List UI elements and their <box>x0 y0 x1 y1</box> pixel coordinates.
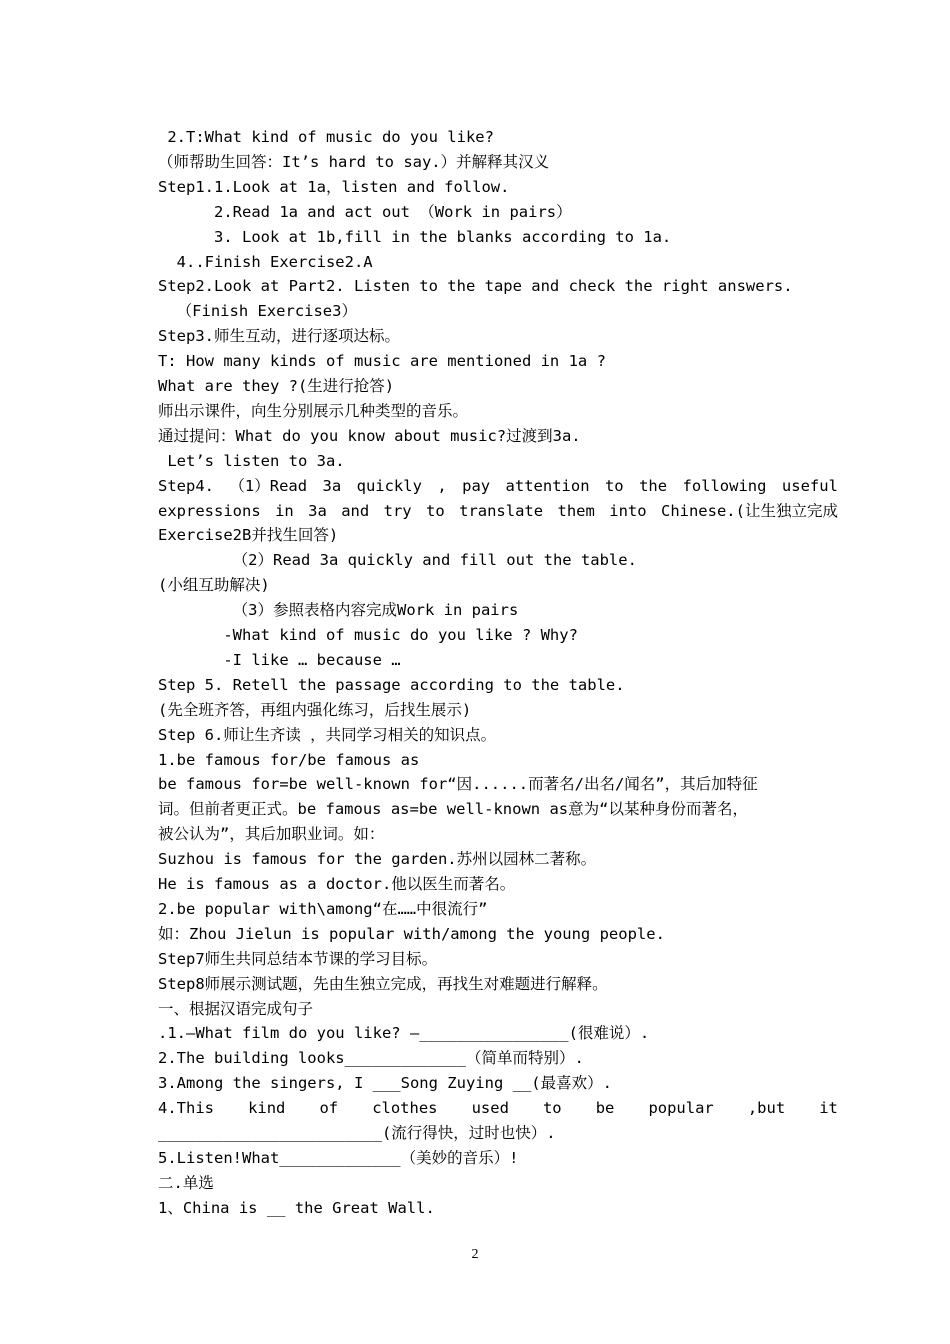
text-word: 4.This <box>158 1099 214 1117</box>
text-word: expressions <box>158 502 261 520</box>
text-line: ________________________(流行得快，过时也快）. <box>158 1124 556 1142</box>
text-word: Chinese.(让生独立完成 <box>660 502 838 520</box>
text-word: quickly <box>356 477 422 495</box>
text-line: 通过提问：What do you know about music?过渡到3a. <box>158 427 581 445</box>
text-word: 3a <box>308 502 327 520</box>
text-word: 3a <box>322 477 342 495</box>
text-line: (先全班齐答，再组内强化练习，后找生展示) <box>158 701 472 719</box>
text-line: 5.Listen!What_____________（美妙的音乐）! <box>158 1149 519 1167</box>
text-word: to <box>604 477 624 495</box>
text-line <box>158 501 838 521</box>
text-word: （1）Read <box>229 477 308 495</box>
text-line: 2.be popular with\among“在……中很流行” <box>158 900 488 918</box>
text-line: 师出示课件，向生分别展示几种类型的音乐。 <box>158 402 469 420</box>
text-line: Step 5. Retell the passage according to the table. <box>158 676 625 694</box>
text-line: 1.be famous for/be famous as <box>158 751 420 769</box>
text-word: and <box>341 502 370 520</box>
text-line: 如：Zhou Jielun is popular with/among the young people. <box>158 925 665 943</box>
text-word: in <box>275 502 294 520</box>
text-line: 1、China is __ the Great Wall. <box>158 1199 435 1217</box>
text-word: following <box>682 477 767 495</box>
text-line: （Finish Exercise3） <box>158 302 357 320</box>
text-line: 4..Finish Exercise2.A <box>158 253 373 271</box>
text-line: Step7师生共同总结本节课的学习目标。 <box>158 950 438 968</box>
text-word: attention <box>505 477 590 495</box>
text-line: 词。但前者更正式。be famous as=be well-known as意为“以某种身份而著名， <box>158 800 748 818</box>
text-word: to <box>542 1099 562 1117</box>
text-line: 3. Look at 1b,fill in the blanks according to 1a. <box>158 228 672 246</box>
text-word: it <box>819 1099 838 1117</box>
text-line: （2）Read 3a quickly and fill out the table. <box>158 551 637 569</box>
text-line: Suzhou is famous for the garden.苏州以园林二著称。 <box>158 850 597 868</box>
text-line: 2.The building looks_____________（简单而特别）. <box>158 1049 584 1067</box>
text-word: clothes <box>372 1099 438 1117</box>
text-line: be famous for=be well-known for“因......而著名/出名/闻名”，其后加特征 <box>158 775 758 793</box>
text-line: 二.单选 <box>158 1174 214 1192</box>
text-word: translate <box>459 502 544 520</box>
text-line: (小组互助解决) <box>158 576 270 594</box>
text-line: （3）参照表格内容完成Work in pairs <box>158 601 519 619</box>
text-word: , <box>437 477 447 495</box>
text-line: 一、根据汉语完成句子 <box>158 1000 314 1018</box>
text-line: Let’s listen to 3a. <box>158 452 345 470</box>
text-line: Step1.1.Look at 1a，listen and follow. <box>158 178 510 196</box>
text-line: -I like … because … <box>158 651 401 669</box>
text-word: ,but <box>747 1099 786 1117</box>
text-word: pay <box>462 477 491 495</box>
text-line: 2.Read 1a and act out （Work in pairs） <box>158 203 572 221</box>
text-word: to <box>426 502 445 520</box>
text-word: into <box>609 502 647 520</box>
text-line: T: How many kinds of music are mentioned in 1a ? <box>158 352 606 370</box>
text-word: used <box>471 1099 509 1117</box>
text-word: them <box>557 502 595 520</box>
text-word: the <box>639 477 668 495</box>
text-line: What are they ?(生进行抢答) <box>158 377 395 395</box>
text-line: .1.—What film do you like? —________________(很难说）. <box>158 1024 650 1042</box>
text-word: of <box>319 1099 339 1117</box>
text-word: be <box>595 1099 615 1117</box>
text-line: Exercise2B并找生回答) <box>158 526 339 544</box>
text-line: Step8师展示测试题，先由生独立完成，再找生对难题进行解释。 <box>158 975 608 993</box>
text-line: Step2.Look at Part2. Listen to the tape and check the right answers. <box>158 277 793 295</box>
text-word: useful <box>781 477 838 495</box>
text-line: 3.Among the singers, I ___Song Zuying __(最喜欢）. <box>158 1074 612 1092</box>
text-line: He is famous as a doctor.他以医生而著名。 <box>158 875 516 893</box>
text-line <box>158 476 838 496</box>
text-word: Step4. <box>158 477 214 495</box>
text-line: Step3.师生互动，进行逐项达标。 <box>158 327 400 345</box>
text-word: kind <box>248 1099 286 1117</box>
page-number: 2 <box>471 1247 479 1262</box>
text-word: popular <box>648 1099 714 1117</box>
text-line: 2.T:What kind of music do you like? <box>158 128 494 146</box>
text-word: try <box>383 502 412 520</box>
text-line: Step 6.师让生齐读 ，共同学习相关的知识点。 <box>158 726 497 744</box>
text-line: （师帮助生回答：It’s hard to say.）并解释其汉义 <box>158 153 550 171</box>
text-line <box>158 1098 838 1118</box>
text-line: 被公认为”，其后加职业词。如： <box>158 825 385 843</box>
text-line: -What kind of music do you like ? Why? <box>158 626 578 644</box>
